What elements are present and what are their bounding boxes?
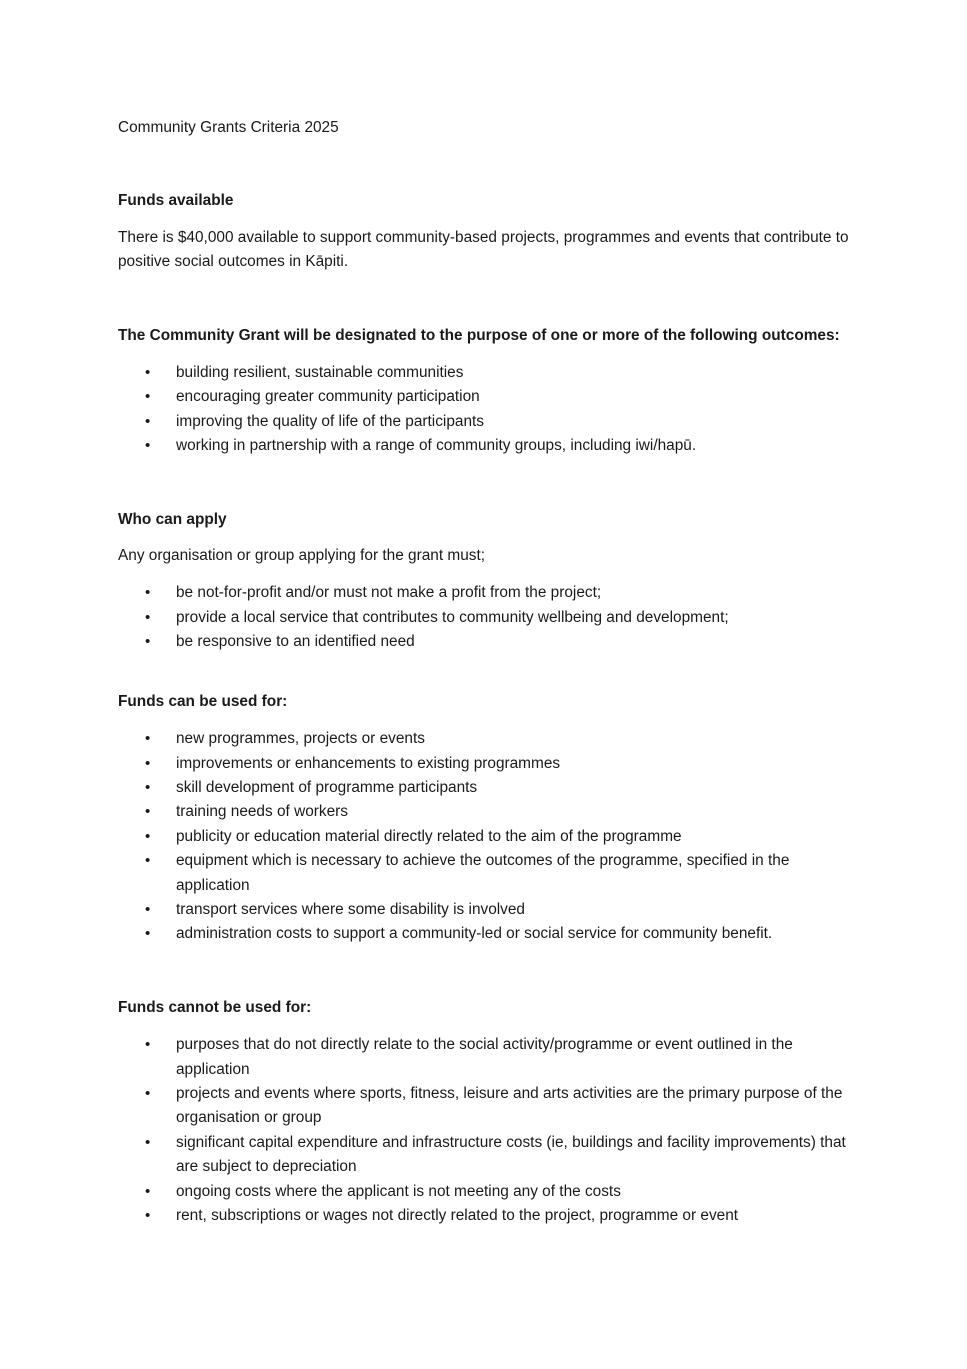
list-item	[118, 630, 858, 654]
list-item	[118, 1131, 858, 1180]
who-can-apply-list	[118, 581, 858, 654]
list-item	[118, 800, 858, 824]
document-title: Community Grants Criteria 2025	[118, 119, 339, 136]
list-item	[118, 1033, 858, 1082]
who-can-apply-section	[118, 508, 858, 655]
list-item-text: skill development of programme participants	[176, 778, 478, 796]
list-item	[118, 1180, 858, 1204]
list-item-text: provide a local service that contributes to community wellbeing and development;	[176, 608, 729, 626]
list-item-text: purposes that do not directly relate to the social activity/programme or event outlined in the application	[176, 1036, 793, 1078]
bullet-icon: •	[145, 925, 151, 943]
bullet-icon: •	[145, 1133, 151, 1151]
list-item-text: improving the quality of life of the participants	[176, 412, 484, 430]
list-item-text: training needs of workers	[176, 803, 348, 821]
list-item	[118, 606, 858, 630]
funds-cannot-be-used-heading: Funds cannot be used for:	[118, 998, 312, 1016]
bullet-icon: •	[145, 1036, 151, 1054]
list-item	[118, 922, 858, 946]
funds-cannot-be-used-section	[118, 996, 858, 1229]
list-item-text: transport services where some disability is involved	[176, 900, 525, 918]
who-can-apply-heading: Who can apply	[118, 510, 227, 528]
list-item	[118, 727, 858, 751]
list-item-text: publicity or education material directly related to the aim of the programme	[176, 827, 682, 845]
bullet-icon: •	[145, 803, 151, 821]
list-item	[118, 385, 858, 409]
list-item-text: improvements or enhancements to existing programmes	[176, 754, 561, 772]
funds-can-be-used-heading: Funds can be used for:	[118, 692, 288, 710]
funds-cannot-be-used-list	[118, 1033, 858, 1228]
list-item	[118, 752, 858, 776]
bullet-icon: •	[145, 388, 151, 406]
funds-available-section	[118, 189, 858, 274]
list-item-text: be not-for-profit and/or must not make a profit from the project;	[176, 584, 602, 602]
list-item-text: be responsive to an identified need	[176, 633, 415, 651]
bullet-icon: •	[145, 852, 151, 870]
list-item-text: encouraging greater community participation	[176, 388, 480, 406]
bullet-icon: •	[145, 412, 151, 430]
bullet-icon: •	[145, 437, 151, 455]
bullet-icon: •	[145, 364, 151, 382]
list-item	[118, 825, 858, 849]
bullet-icon: •	[145, 633, 151, 651]
outcomes-heading: The Community Grant will be designated to the purpose of one or more of the following outcomes:	[118, 326, 840, 344]
bullet-icon: •	[145, 1084, 151, 1102]
bullet-icon: •	[145, 827, 151, 845]
list-item-text: rent, subscriptions or wages not directly related to the project, programme or event	[176, 1207, 739, 1224]
list-item	[118, 898, 858, 922]
list-item	[118, 849, 858, 898]
list-item	[118, 1082, 858, 1131]
outcomes-section	[118, 324, 858, 459]
funds-can-be-used-list	[118, 727, 858, 947]
funds-can-be-used-section	[118, 690, 858, 947]
list-item	[118, 410, 858, 434]
list-item-text: ongoing costs where the applicant is not meeting any of the costs	[176, 1182, 621, 1200]
bullet-icon: •	[145, 730, 151, 748]
list-item	[118, 361, 858, 385]
list-item-text: building resilient, sustainable communities	[176, 364, 464, 382]
bullet-icon: •	[145, 1182, 151, 1200]
list-item	[118, 581, 858, 605]
list-item-text: administration costs to support a community-led or social service for community benefit.	[176, 925, 773, 943]
document-page	[118, 116, 858, 1228]
who-can-apply-text: Any organisation or group applying for the grant must;	[118, 547, 486, 565]
list-item	[118, 434, 858, 458]
bullet-icon: •	[145, 584, 151, 602]
list-item-text: new programmes, projects or events	[176, 730, 425, 748]
outcomes-list	[118, 361, 858, 459]
bullet-icon: •	[145, 608, 151, 626]
funds-available-text: There is $40,000 available to support community-based projects, programmes and events that contribute to positive social outcomes in Kāpiti.	[118, 228, 849, 271]
bullet-icon: •	[145, 778, 151, 796]
list-item-text: equipment which is necessary to achieve the outcomes of the programme, specified in the application	[176, 852, 790, 894]
bullet-icon: •	[145, 754, 151, 772]
list-item-text: working in partnership with a range of community groups, including iwi/hapū.	[176, 437, 697, 455]
list-item-text: significant capital expenditure and infrastructure costs (ie, buildings and facility improvements) that are subject to depreciation	[176, 1133, 846, 1176]
list-item	[118, 1204, 858, 1228]
bullet-icon: •	[145, 1207, 151, 1224]
funds-available-heading: Funds available	[118, 192, 234, 210]
bullet-icon: •	[145, 900, 151, 918]
list-item-text: projects and events where sports, fitness, leisure and arts activities are the primary purpose of the organisation or group	[176, 1084, 843, 1127]
list-item	[118, 776, 858, 800]
